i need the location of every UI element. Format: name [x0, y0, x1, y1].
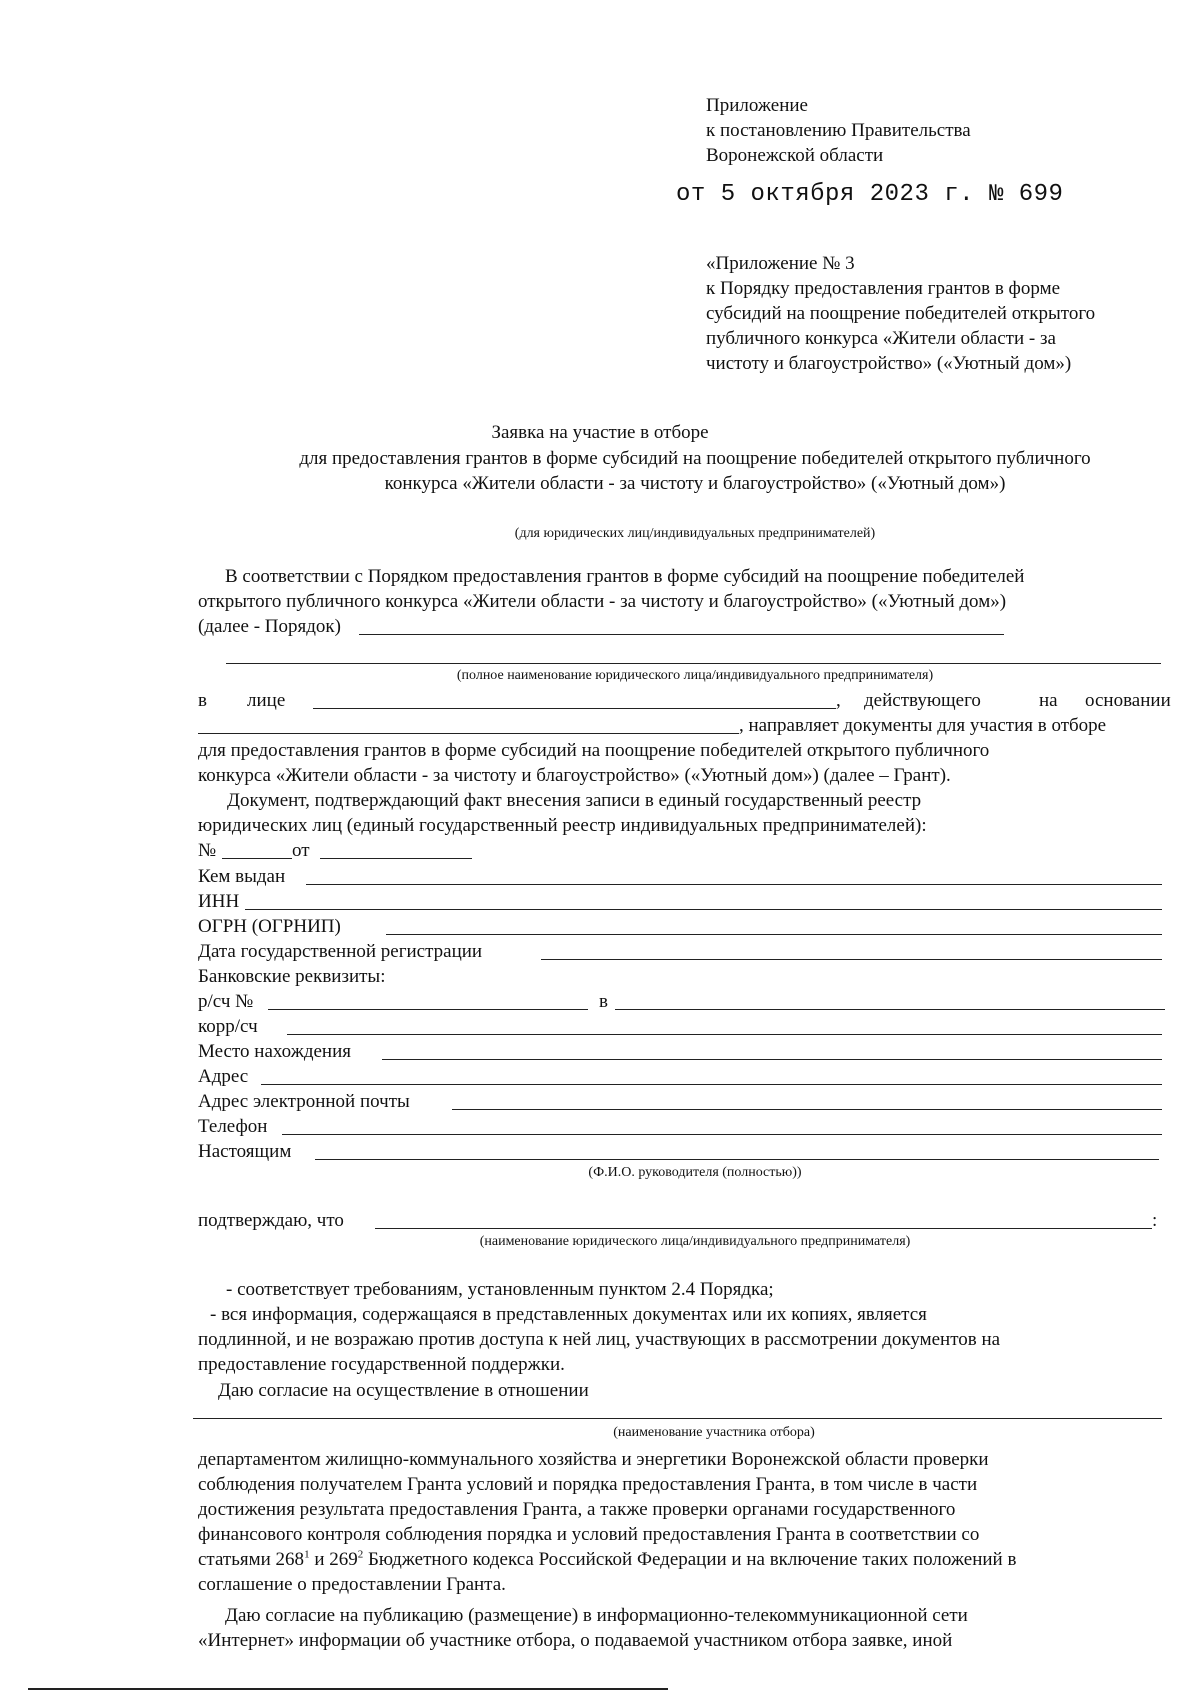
- appendix3-line5: чистоту и благоустройство» («Уютный дом»): [706, 353, 1072, 374]
- appendix3-line3: субсидий на поощрение победителей открытого: [706, 303, 1096, 324]
- litse-word: лице: [247, 690, 286, 711]
- confirm-label: подтверждаю, что: [198, 1210, 344, 1231]
- list-item-2-line2: подлинной, и не возражаю против доступа к ней лиц, участвующих в рассмотрении документов на: [198, 1329, 1001, 1350]
- consent-line: Даю согласие на осуществление в отношении: [218, 1380, 589, 1401]
- list-item-2-line3: предоставление государственной поддержки.: [198, 1354, 565, 1375]
- inn-line[interactable]: [245, 909, 1162, 910]
- p1-line2: открытого публичного конкурса «Жители области - за чистоту и благоустройство» («Уютный дом»): [198, 591, 1007, 612]
- fullname-line[interactable]: [226, 663, 1161, 664]
- p2-line3: для предоставления грантов в форме субсидий на поощрение победителей открытого публичного: [198, 740, 990, 761]
- footnote-sup2: 2: [357, 1548, 364, 1561]
- inn-label: ИНН: [198, 891, 240, 912]
- control-line1: департаментом жилищно-коммунального хозяйства и энергетики Воронежской области проверки: [198, 1449, 989, 1470]
- title-line1: Заявка на участие в отборе: [491, 422, 709, 443]
- caption-fullname: (полное наименование юридического лица/индивидуального предпринимателя): [456, 668, 934, 683]
- hereby-label: Настоящим: [198, 1141, 292, 1162]
- email-line[interactable]: [452, 1109, 1162, 1110]
- decree-stamp: от 5 октября 2023 г. № 699: [676, 181, 1064, 208]
- head-name-line[interactable]: [315, 1159, 1159, 1160]
- phone-line[interactable]: [282, 1134, 1162, 1135]
- participant-line[interactable]: [193, 1418, 1162, 1419]
- confirm-colon: :: [1152, 1210, 1158, 1231]
- sends-docs: , направляет документы для участия в отборе: [739, 715, 1107, 736]
- ogrn-label: ОГРН (ОГРНИП): [198, 916, 341, 937]
- location-line[interactable]: [382, 1059, 1162, 1060]
- doc-line2: юридических лиц (единый государственный реестр индивидуальных предпринимателей):: [198, 815, 927, 836]
- list-item-2-line1: [210, 1303, 1177, 1327]
- appendix-line1: Приложение: [706, 95, 808, 116]
- issued-by-line[interactable]: [306, 884, 1162, 885]
- acting-word: действующего: [864, 690, 981, 711]
- p1-line3: (далее - Порядок): [198, 616, 341, 637]
- account-label: р/сч №: [198, 991, 254, 1012]
- order-blank-line[interactable]: [359, 634, 1004, 635]
- appendix-line2: к постановлению Правительства: [706, 120, 971, 141]
- caption-participant: (наименование участника отбора): [613, 1425, 815, 1440]
- ot-word: от: [292, 840, 310, 861]
- ogrn-line[interactable]: [386, 934, 1162, 935]
- email-label: Адрес электронной почты: [198, 1091, 410, 1112]
- bank-name-line[interactable]: [615, 1009, 1165, 1010]
- doc-line1: Документ, подтверждающий факт внесения записи в единый государственный реестр: [227, 790, 922, 811]
- address-line[interactable]: [261, 1084, 1162, 1085]
- appendix3-line2: к Порядку предоставления грантов в форме: [706, 278, 1061, 299]
- corr-label: корр/сч: [198, 1016, 258, 1037]
- p1-line1: В соответствии с Порядком предоставления грантов в форме субсидий на поощрение победителей: [225, 566, 1025, 587]
- address-label: Адрес: [198, 1066, 249, 1087]
- control-line3: достижения результата предоставления Гранта, а также проверки органами государственного: [198, 1499, 956, 1520]
- scan-edge-line: [28, 1688, 668, 1690]
- num-sign: №: [198, 840, 217, 861]
- publication-line2: «Интернет» информации об участнике отбора, о подаваемой участником отбора заявке, иной: [198, 1630, 953, 1651]
- date-blank-line[interactable]: [320, 858, 472, 859]
- caption-name: (наименование юридического лица/индивидуального предпринимателя): [479, 1234, 911, 1249]
- issued-by-label: Кем выдан: [198, 866, 286, 887]
- account-line[interactable]: [268, 1009, 588, 1010]
- control-line2: соблюдения получателем Гранта условий и порядка предоставления Гранта, в том числе в части: [198, 1474, 978, 1495]
- title-line2: для предоставления грантов в форме субсидий на поощрение победителей открытого публичного: [299, 448, 1091, 469]
- comma: ,: [836, 690, 841, 711]
- title-note: (для юридических лиц/индивидуальных предпринимателей): [514, 526, 876, 541]
- control-line4: финансового контроля соблюдения порядка и условий предоставления Гранта в соответствии со: [198, 1524, 980, 1545]
- phone-label: Телефон: [198, 1116, 268, 1137]
- control-line6: соглашение о предоставлении Гранта.: [198, 1574, 506, 1595]
- appendix3-line1: «Приложение № 3: [706, 253, 855, 274]
- v-word: в: [198, 690, 207, 711]
- reg-date-line[interactable]: [541, 959, 1162, 960]
- na-word: на: [1039, 690, 1058, 711]
- person-blank-line[interactable]: [313, 708, 836, 709]
- location-label: Место нахождения: [198, 1041, 351, 1062]
- basis-blank-line[interactable]: [198, 733, 739, 734]
- confirm-line[interactable]: [375, 1228, 1152, 1229]
- corr-line[interactable]: [287, 1034, 1162, 1035]
- list-item-1: - соответствует требованиям, установленным пунктом 2.4 Порядка;: [226, 1279, 774, 1300]
- reg-date-label: Дата государственной регистрации: [198, 941, 483, 962]
- control-l5-b: и 269: [309, 1549, 358, 1570]
- num-blank-line[interactable]: [222, 858, 292, 859]
- p2-line4: конкурса «Жители области - за чистоту и благоустройство» («Уютный дом») (далее – Грант).: [198, 765, 951, 786]
- control-l5-c: Бюджетного кодекса Российской Федерации и на включение таких положений в: [363, 1549, 1017, 1570]
- control-l5-a: статьями 268: [198, 1549, 305, 1570]
- title-line3: конкурса «Жители области - за чистоту и благоустройство» («Уютный дом»): [384, 473, 1006, 494]
- list-item-2-text: - вся информация, содержащаяся в представленных документах или их копиях, является: [210, 1304, 927, 1325]
- bank-in-word: в: [599, 991, 608, 1012]
- publication-line1: Даю согласие на публикацию (размещение) в информационно-телекоммуникационной сети: [225, 1605, 968, 1626]
- bank-label: Банковские реквизиты:: [198, 966, 386, 987]
- control-line5: [198, 1548, 1016, 1572]
- caption-head: (Ф.И.О. руководителя (полностью)): [588, 1165, 802, 1180]
- basis-word: основании: [1085, 690, 1171, 711]
- footnote-sup1: 1: [304, 1548, 310, 1561]
- appendix3-line4: публичного конкурса «Жители области - за: [706, 328, 1056, 349]
- appendix-line3: Воронежской области: [706, 145, 884, 166]
